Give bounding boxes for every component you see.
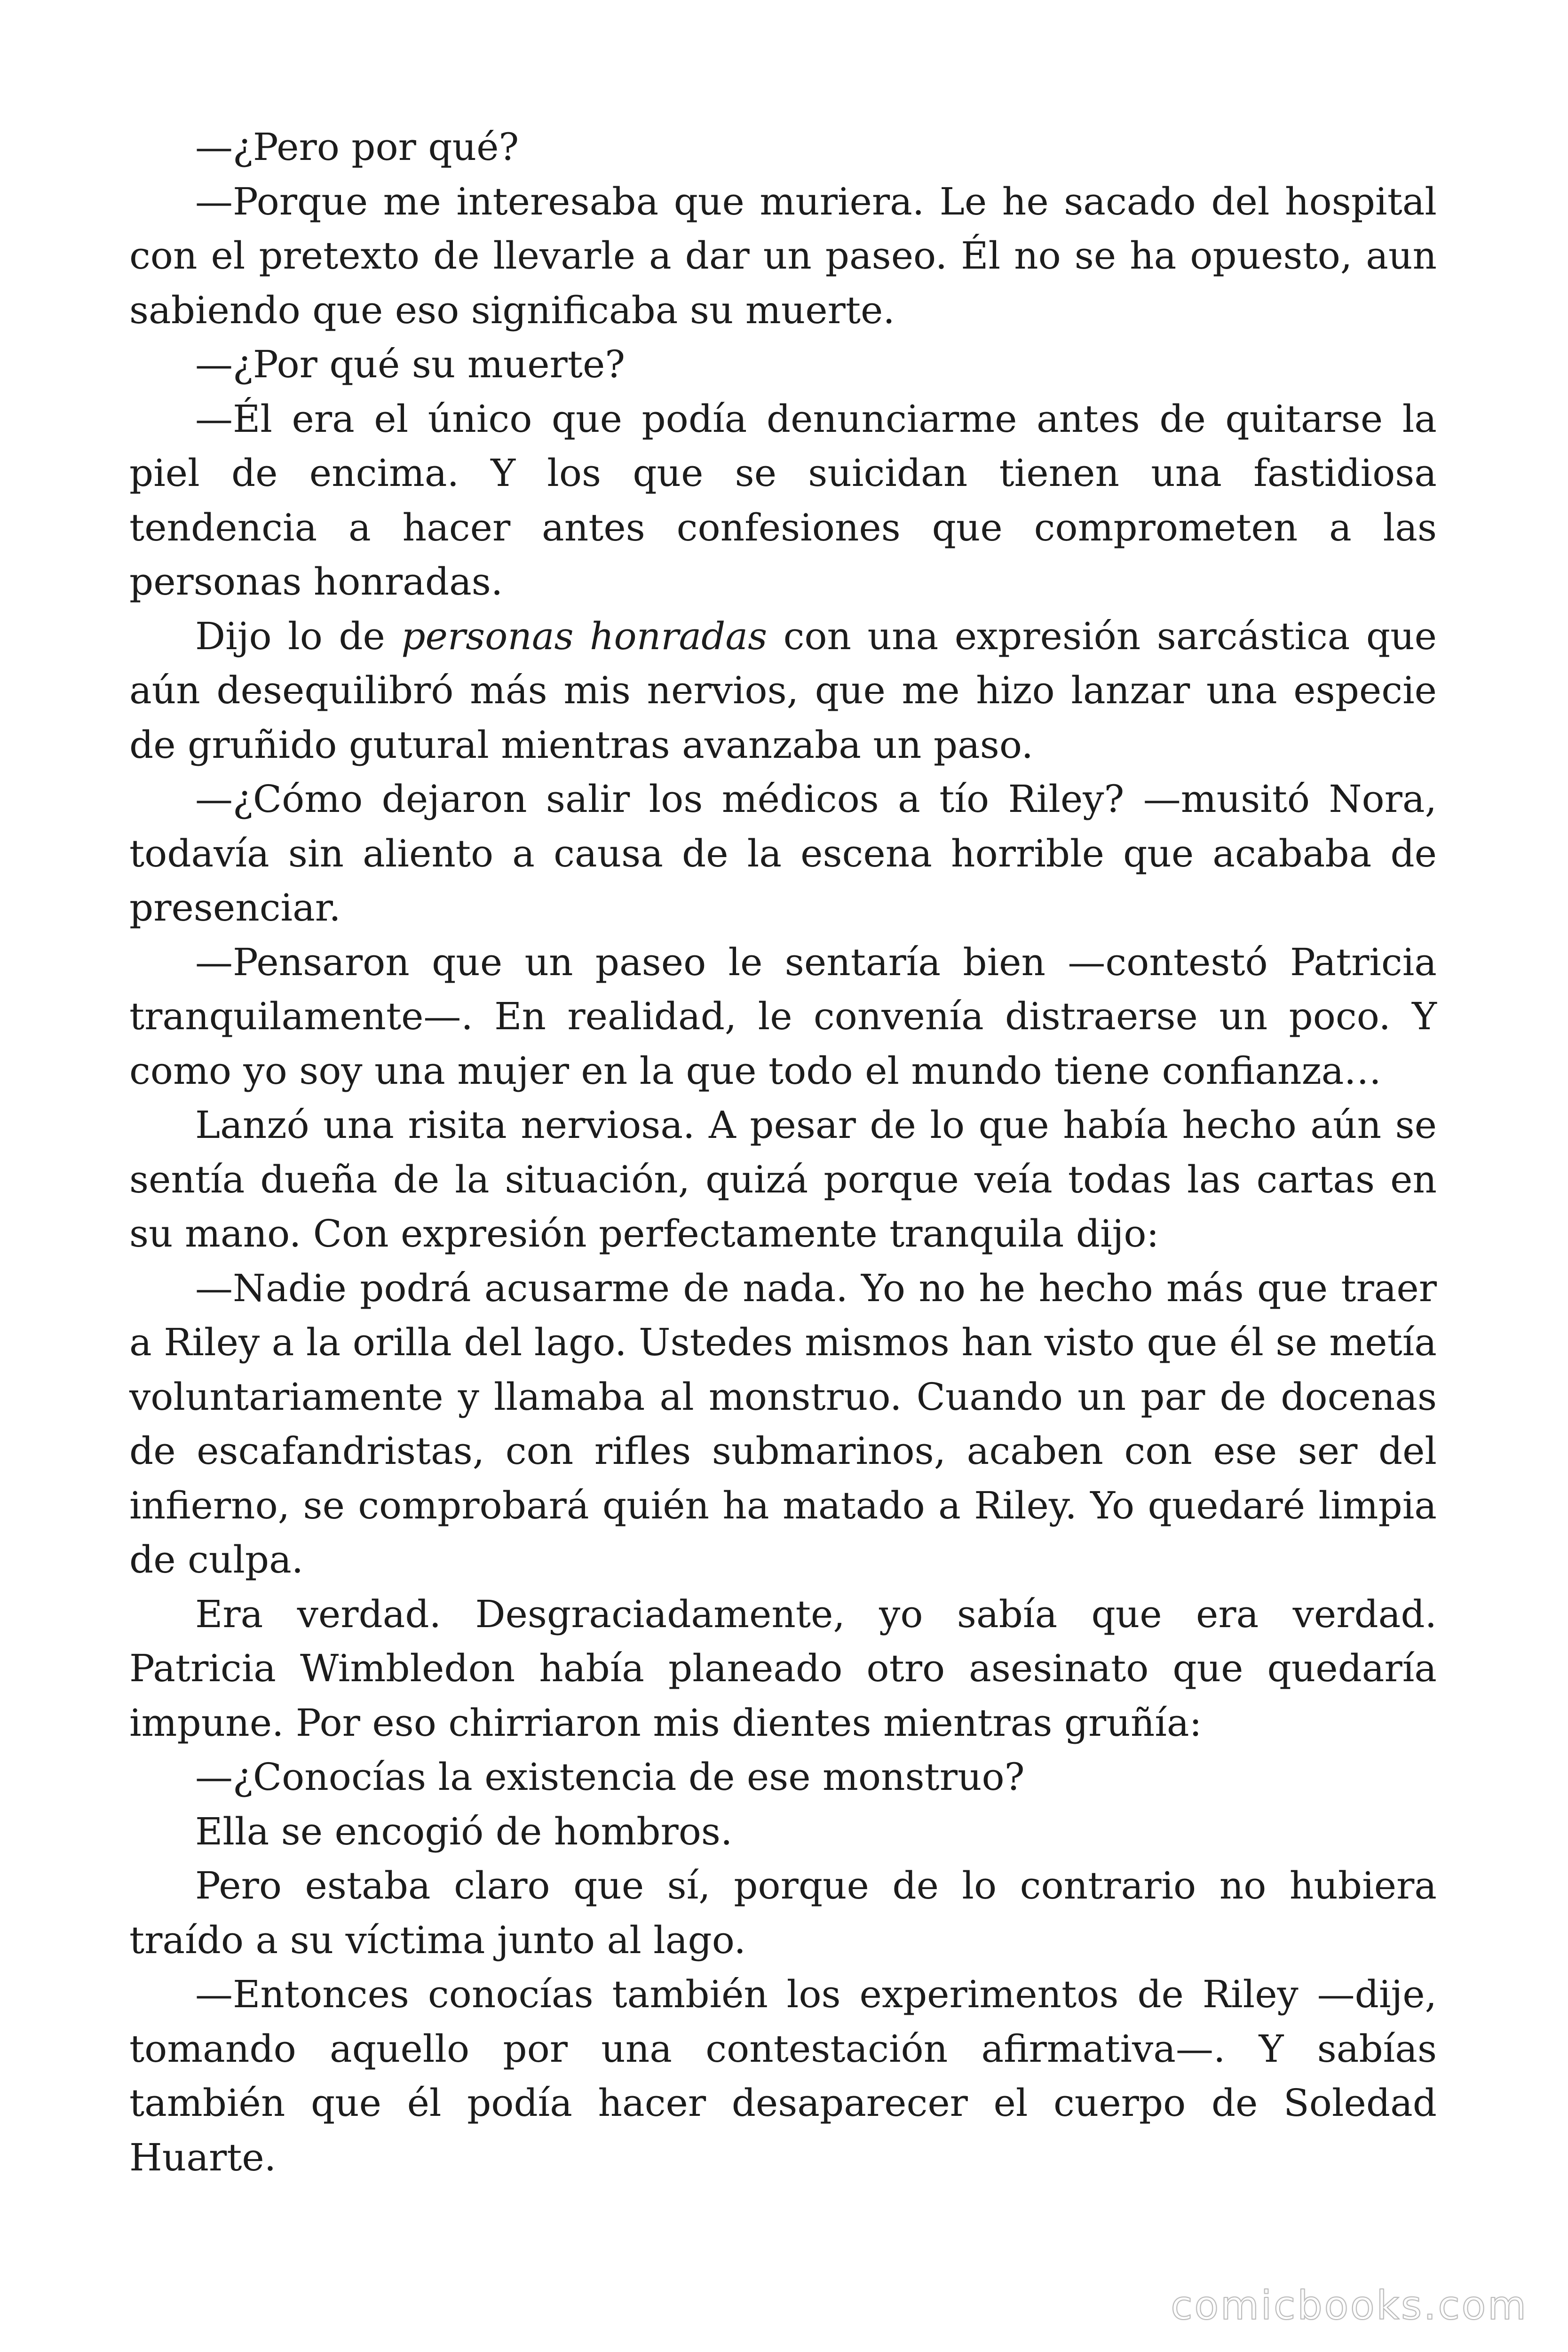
paragraph: —Entonces conocías también los experimentos de Riley —dije, tomando aquello por una contestación afirmativa—. Y sabías también que él podía hacer desaparecer el cuerpo de Soledad Huarte. [129,1972,1437,2179]
paragraph: —Él era el único que podía denunciarme antes de quitarse la piel de encima. Y los que se suicidan tienen una fastidiosa tendencia a hacer antes confesiones que comprometen a las personas honradas. [129,397,1437,604]
paragraph: —¿Por qué su muerte? [195,342,626,386]
paragraph: —¿Conocías la existencia de ese monstruo? [195,1755,1025,1799]
page-body-text [129,120,1437,2185]
watermark: comicbooks.com [1171,2282,1528,2328]
paragraph-with-emphasis [129,609,1437,772]
paragraph: Ella se encogió de hombros. [195,1809,733,1853]
paragraph: —Pensaron que un paseo le sentaría bien —contestó Patricia tranquilamente—. En realidad, le convenía distraerse un poco. Y como yo soy una mujer en la que todo el mundo tiene confianza… [129,940,1437,1093]
italic-phrase: personas honradas [401,614,768,658]
paragraph: —¿Cómo dejaron salir los médicos a tío Riley? —musitó Nora, todavía sin aliento a causa de la escena horrible que acababa de presenciar. [129,777,1437,930]
paragraph-text: con una expresión sarcástica que aún desequilibró más mis nervios, que me hizo lanzar una especie de gruñido gutural mientras avanzaba un paso. [129,614,1437,767]
paragraph: —Porque me interesaba que muriera. Le he sacado del hospital con el pretexto de llevarle a dar un paseo. Él no se ha opuesto, aun sabiendo que eso significaba su muerte. [129,179,1437,332]
paragraph: Lanzó una risita nerviosa. A pesar de lo que había hecho aún se sentía dueña de la situación, quizá porque veía todas las cartas en su mano. Con expresión perfectamente tranquila dijo: [129,1103,1437,1255]
paragraph: Era verdad. Desgraciadamente, yo sabía que era verdad. Patricia Wimbledon había planeado otro asesinato que quedaría impune. Por eso chirriaron mis dientes mientras gruñía: [129,1592,1437,1745]
paragraph-text: Dijo lo de [195,614,402,658]
paragraph: Pero estaba claro que sí, porque de lo contrario no hubiera traído a su víctima junto al lago. [129,1864,1437,1962]
paragraph: —Nadie podrá acusarme de nada. Yo no he hecho más que traer a Riley a la orilla del lago. Ustedes mismos han visto que él se metía voluntariamente y llamaba al monstruo. Cuando un par de docenas de escafandristas, con rifles submarinos, acaben con ese ser del infierno, se comprobará quién ha matado a Riley. Yo quedaré limpia de culpa. [129,1266,1437,1581]
paragraph: —¿Pero por qué? [195,125,519,169]
